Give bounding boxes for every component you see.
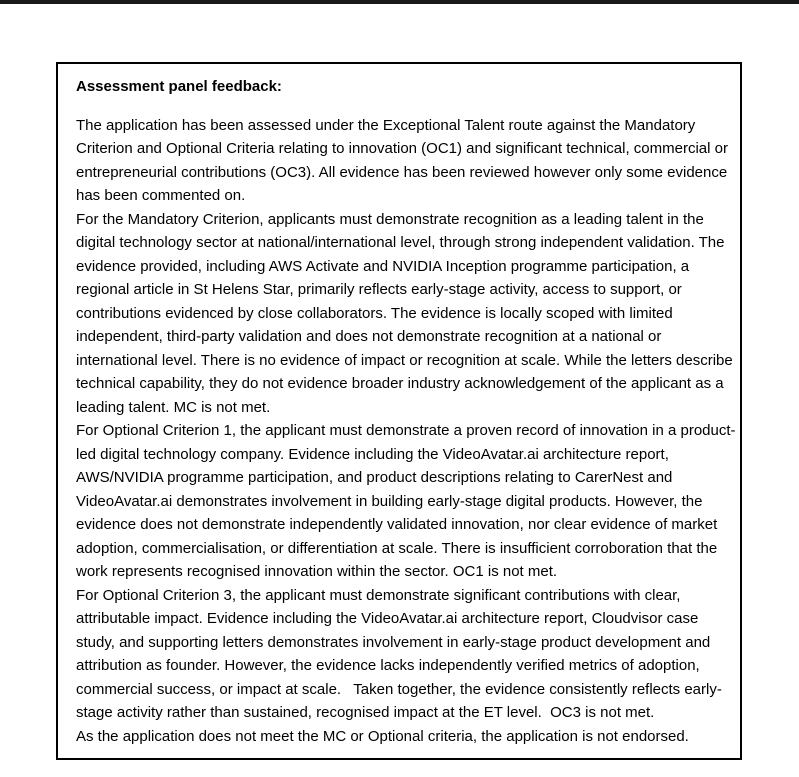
feedback-paragraph-optional-criterion-3: For Optional Criterion 3, the applicant must demonstrate significant contributions with clear, attributable impact. Evidence including the VideoAvatar.ai architecture report, Cloudvisor case study, and supporting letters demonstrates involvement in early-stage product development and attribution as founder. However, the evidence lacks independently verified metrics of adoption, commercial success, or impact at scale. Taken together, the evidence consistently reflects early-stage activity rather than sustained, recognised impact at the ET level. OC3 is not met. xyxy=(76,586,722,721)
feedback-paragraph-overview: The application has been assessed under the Exceptional Talent route against the Mandatory Criterion and Optional Criteria relating to innovation (OC1) and significant technical, commercial or entrepreneurial contributions (OC3). All evidence has been reviewed however only some evidence has been commented on. xyxy=(76,116,733,204)
feedback-paragraph-conclusion: As the application does not meet the MC or Optional criteria, the application is not endorsed. xyxy=(76,727,689,745)
assessment-feedback-panel xyxy=(56,62,742,760)
panel-title: Assessment panel feedback: xyxy=(76,78,282,95)
feedback-paragraph-optional-criterion-1: For Optional Criterion 1, the applicant must demonstrate a proven record of innovation in a product-led digital technology company. Evidence including the VideoAvatar.ai architecture report, AWS/NVIDIA programme participation, and product descriptions relating to CarerNest and VideoAvatar.ai demonstrates involvement in building early-stage digital products. However, the evidence does not demonstrate independently validated innovation, nor clear evidence of market adoption, commercialisation, or differentiation at scale. There is insufficient corroboration that the work represents recognised innovation within the sector. OC1 is not met. xyxy=(76,422,736,580)
feedback-paragraph-mandatory-criterion: For the Mandatory Criterion, applicants must demonstrate recognition as a leading talent in the digital technology sector at national/international level, through strong independent validation. The evidence provided, including AWS Activate and NVIDIA Inception programme participation, a regional article in St Helens Star, primarily reflects early-stage activity, access to support, or contributions evidenced by close collaborators. The evidence is locally scoped with limited independent, third-party validation and does not demonstrate recognition at a national or international level. There is no evidence of impact or recognition at scale. While the letters describe technical capability, they do not evidence broader industry acknowledgement of the applicant as a leading talent. MC is not met. xyxy=(76,210,737,416)
top-divider-bar xyxy=(0,0,799,4)
